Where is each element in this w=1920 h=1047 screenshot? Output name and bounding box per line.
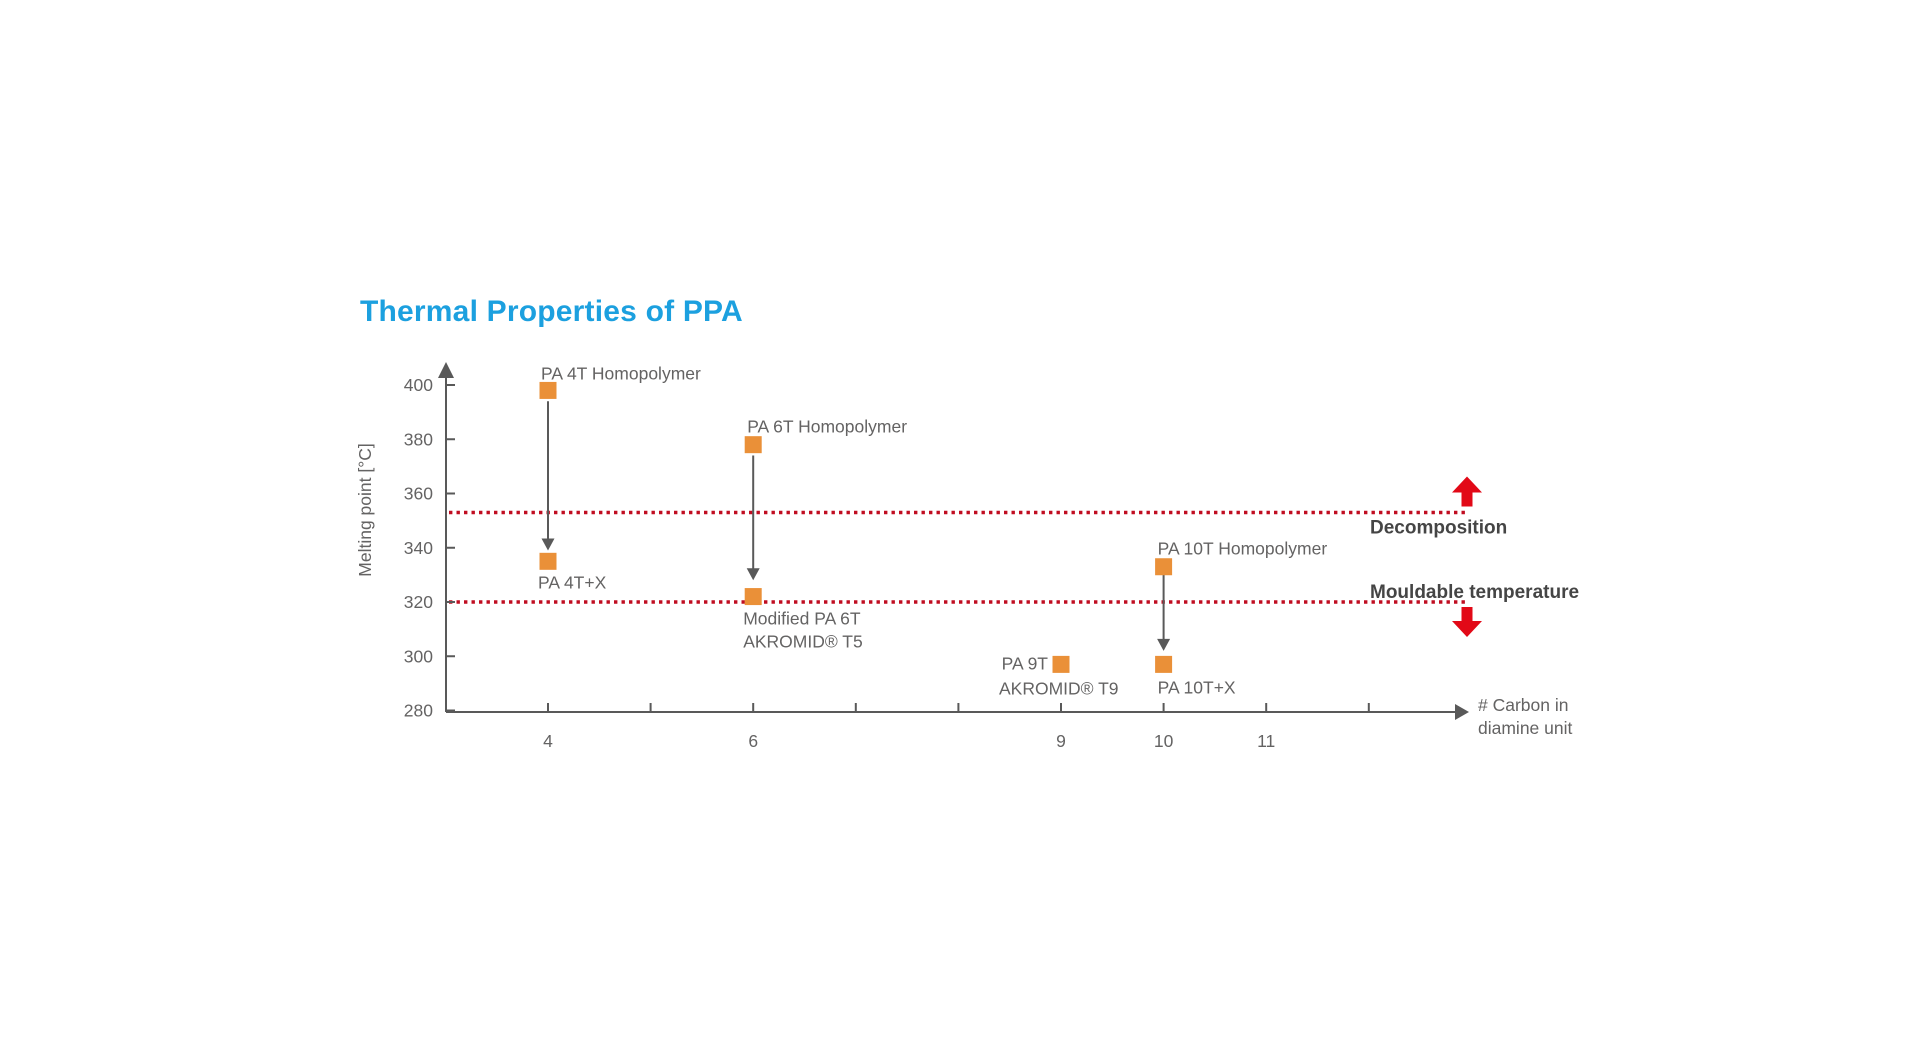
x-tick-label-6: 6 (748, 731, 759, 751)
point-label-pa-4t-homopolymer: PA 4T Homopolymer (541, 363, 701, 384)
data-point-pa-4t-x (540, 553, 557, 570)
point-label-modified-pa-6t-akromid-t5-line2: AKROMID® T5 (743, 631, 863, 652)
point-label-pa-9t-akromid-t9: PA 9T (1001, 653, 1048, 674)
point-label-pa-10t-homopolymer: PA 10T Homopolymer (1157, 538, 1328, 559)
point-label-pa-6t-homopolymer: PA 6T Homopolymer (747, 416, 908, 437)
point-label-pa-10t-x: PA 10T+X (1157, 677, 1236, 698)
drop-arrow-head-icon-x6 (747, 568, 760, 580)
x-tick-label-11: 11 (1257, 731, 1276, 751)
point-label-modified-pa-6t-akromid-t5: Modified PA 6T (743, 608, 861, 629)
point-label-pa-9t-akromid-t9-line2: AKROMID® T9 (999, 678, 1119, 699)
reference-label-decomposition: Decomposition (1370, 517, 1508, 539)
x-tick-label-9: 9 (1056, 731, 1066, 751)
reference-label-mouldable-temperature: Mouldable temperature (1370, 582, 1580, 603)
data-point-pa-4t-homopolymer (540, 382, 557, 399)
x-axis-arrow-icon (1455, 704, 1469, 720)
x-axis-title-line2: diamine unit (1478, 718, 1573, 738)
y-tick-label-300: 300 (403, 646, 433, 667)
y-tick-label-360: 360 (403, 483, 433, 504)
data-point-pa-10t-homopolymer (1155, 558, 1172, 575)
drop-arrow-head-icon-x4 (542, 538, 555, 550)
y-axis-title: Melting point [°C] (355, 443, 375, 577)
y-tick-label-340: 340 (403, 537, 433, 558)
data-point-pa-6t-homopolymer (745, 436, 762, 453)
drop-arrow-head-icon-x10 (1157, 639, 1170, 651)
x-axis-title-line1: # Carbon in (1478, 695, 1569, 715)
y-tick-label-280: 280 (403, 700, 433, 721)
y-tick-label-380: 380 (403, 429, 433, 450)
y-axis-arrow-icon (438, 362, 454, 378)
x-tick-label-4: 4 (543, 731, 553, 751)
up-block-arrow-icon (1452, 476, 1482, 506)
point-label-pa-4t-x: PA 4T+X (538, 572, 607, 593)
x-tick-label-10: 10 (1153, 731, 1174, 751)
y-tick-label-320: 320 (403, 592, 433, 612)
data-point-modified-pa-6t-akromid-t5 (745, 588, 762, 605)
y-tick-label-400: 400 (403, 375, 433, 395)
data-point-pa-9t-akromid-t9 (1053, 656, 1070, 673)
down-block-arrow-icon (1452, 607, 1482, 637)
data-point-pa-10t-x (1155, 656, 1172, 673)
chart-title: Thermal Properties of PPA (360, 295, 743, 328)
